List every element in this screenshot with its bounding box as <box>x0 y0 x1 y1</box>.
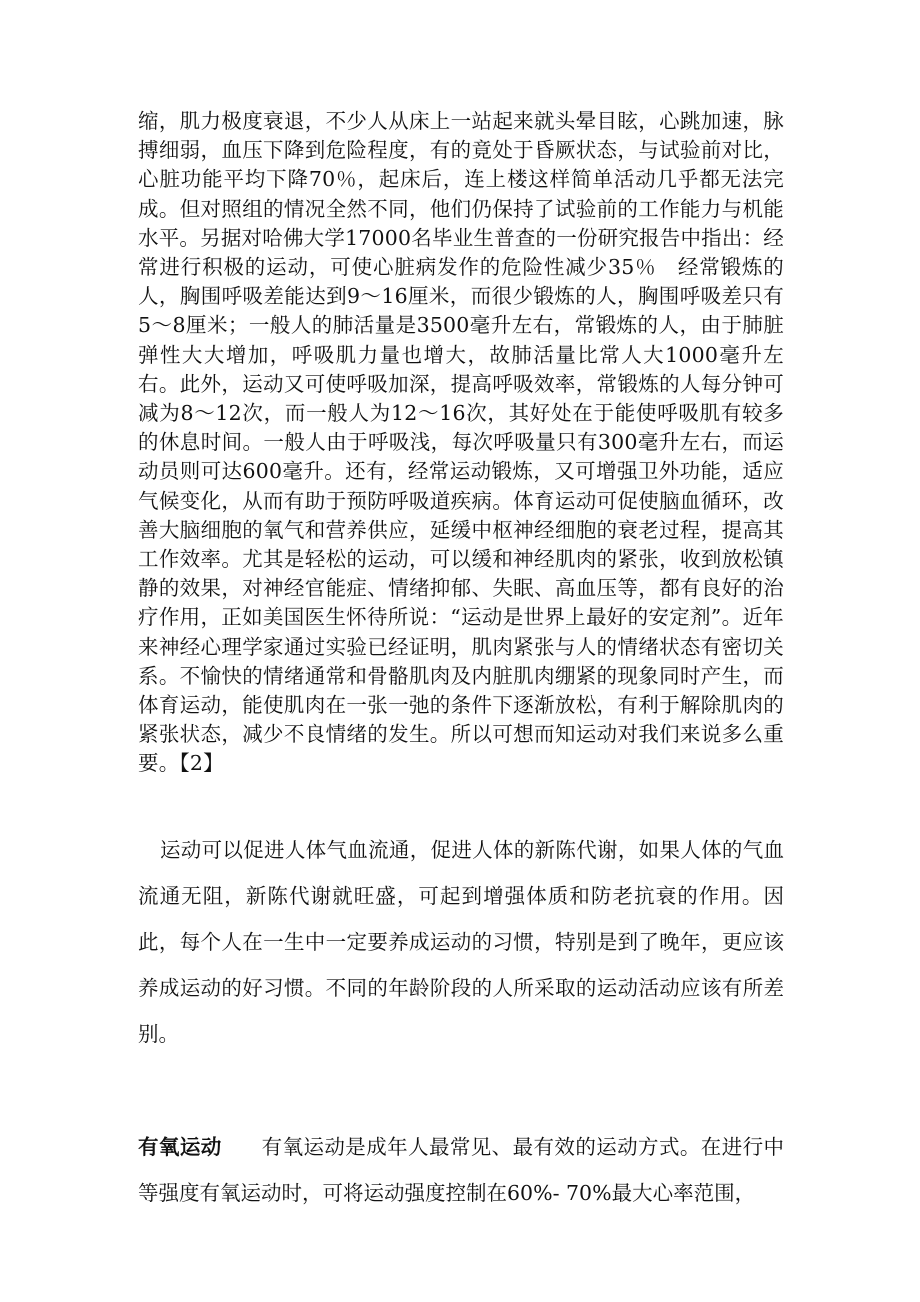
paragraph-exercise-circulation: 运动可以促进人体气血流通，促进人体的新陈代谢，如果人体的气血流通无阻，新陈代谢就旺盛，可起到增强体质和防老抗衰的作用。因此，每个人在一生中一定要养成运动的习惯，特别是到了晚年，更应该养成运动的好习惯。不同的年龄阶段的人所采取的运动活动应该有所差别。 <box>138 838 784 1046</box>
paragraph-aerobic-exercise <box>138 1124 784 1216</box>
paragraph-exercise-benefits: 缩，肌力极度衰退，不少人从床上一站起来就头晕目眩，心跳加速，脉搏细弱，血压下降到危险程度，有的竟处于昏厥状态，与试验前对比，心脏功能平均下降70％，起床后，连上楼这样简单活动几乎都无法完成。但对照组的情况全然不同，他们仍保持了试验前的工作能力与机能水平。另据对哈佛大学17000名毕业生普查的一份研究报告中指出：经常进行积极的运动，可使心脏病发作的危险性减少35％ 经常锻炼的人，胸围呼吸差能达到9～16厘米，而很少锻炼的人，胸围呼吸差只有5～8厘米；一般人的肺活量是3500毫升左右，常锻炼的人，由于肺脏弹性大大增加，呼吸肌力量也增大，故肺活量比常人大1000毫升左右。此外，运动又可使呼吸加深，提高呼吸效率，常锻炼的人每分钟可减为8～12次，而一般人为12～16次，其好处在于能使呼吸肌有较多的休息时间。一般人由于呼吸浅，每次呼吸量只有300毫升左右，而运动员则可达600毫升。还有，经常运动锻炼，又可增强卫外功能，适应气候变化，从而有助于预防呼吸道疾病。体育运动可促使脑血循环，改善大脑细胞的氧气和营养供应，延缓中枢神经细胞的衰老过程，提高其工作效率。尤其是轻松的运动，可以缓和神经肌肉的紧张，收到放松镇静的效果，对神经官能症、情绪抑郁、失眠、高血压等，都有良好的治疗作用，正如美国医生怀待所说：“运动是世界上最好的安定剂”。近年来神经心理学家通过实验已经证明，肌肉紧张与人的情绪状态有密切关系。不愉快的情绪通常和骨骼肌肉及内脏肌肉绷紧的现象同时产生，而体育运动，能使肌肉在一张一弛的条件下逐渐放松，有利于解除肌肉的紧张状态，减少不良情绪的发生。所以可想而知运动对我们来说多么重要。【2】 <box>138 109 784 776</box>
body-text-block <box>138 107 784 779</box>
section-heading-aerobic: 有氧运动 <box>138 1135 222 1159</box>
body-text-block <box>138 827 784 1057</box>
body-text-block <box>138 1124 784 1216</box>
paragraph-aerobic-text: 有氧运动是成年人最常见、最有效的运动方式。在进行中等强度有氧运动时，可将运动强度控制在60%- 70%最大心率范围， <box>138 1135 785 1205</box>
